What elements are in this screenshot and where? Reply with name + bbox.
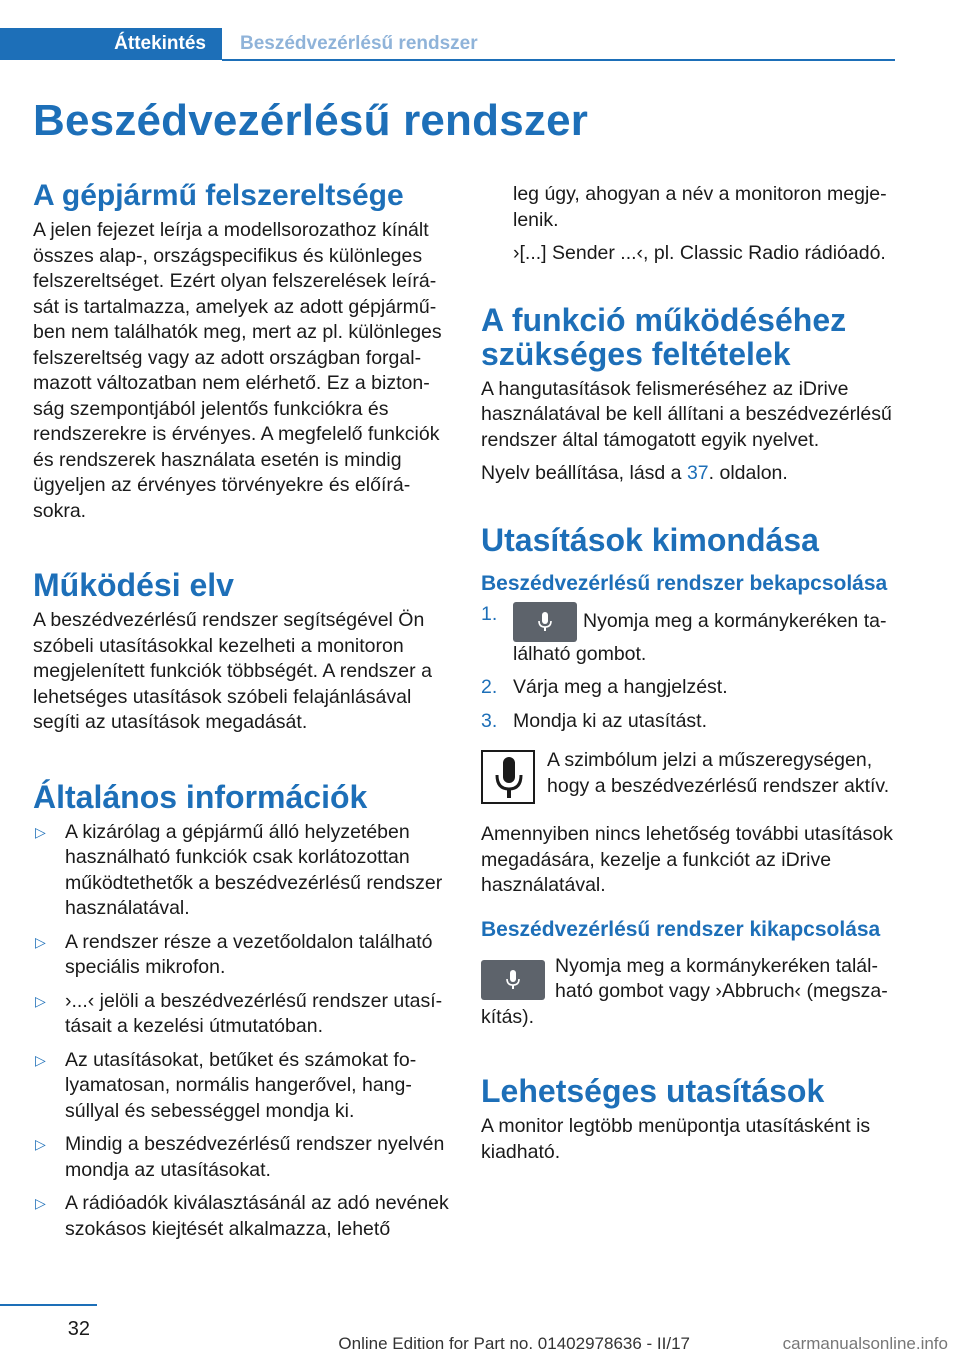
page-link[interactable]: 37 bbox=[686, 462, 709, 484]
header-rule bbox=[222, 59, 895, 61]
microphone-icon bbox=[481, 750, 535, 804]
symbol-row bbox=[481, 748, 899, 804]
equipment-text: A jelen fejezet leírja a modellsorozathoz kínált összes alap-, országspecifikus és különleges felszereltséget. Ezért olyan felszerelések leírását is tartalmazza, amelyek az adott gépjárműben nem találhatók meg, mert az pl. különleges felszereltség vagy az adott országban forgalmazott változatban nem elérhető. Ez a biztonság szempontjából jelentős funkciókra és rendszerekre is érvényes. A megfelelő funkciók és rendszerek használata esetén is mindig ügyeljen az érvényes törvényekre és előírásokra. bbox=[33, 219, 442, 522]
step-item bbox=[481, 602, 899, 668]
triangle-bullet-icon: ▷ bbox=[35, 1051, 46, 1068]
requirements-text: A hangutasítások felismeréséhez az iDrive használatával be kell állítani a beszédvezérlésű rendszer által támogatott egyik nyelvet. bbox=[481, 377, 892, 451]
list-item bbox=[33, 820, 453, 922]
tab-voice-control[interactable]: Beszédvezérlésű rendszer bbox=[240, 33, 478, 54]
switch-off-text: Nyomja meg a kormánykeréken található gombot vagy ›Abbruch‹ (megszakítás). bbox=[481, 954, 888, 1028]
step-text: Várja meg a hangjelzést. bbox=[513, 676, 728, 698]
list-item-text: ›...‹ jelöli a beszédvezérlésű rendszer utasításait a kezelési útmutatóban. bbox=[65, 989, 443, 1037]
header-tabs bbox=[0, 28, 895, 62]
language-ref-text: Nyelv beállítása, lásd a 37. oldalon. bbox=[481, 462, 788, 484]
principle-text: A beszédvezérlésű rendszer segítségével Ön szóbeli utasításokkal kezelheti a monitoron megjelenített funkciók többségét. A rendszer a lehetséges utasítások szóbeli felajánlásával segíti az utasítások megadását. bbox=[33, 609, 432, 733]
page-number: 32 bbox=[67, 1318, 90, 1340]
list-item bbox=[33, 989, 453, 1040]
section-heading-commands: Utasítások kimondása bbox=[481, 521, 819, 558]
list-item bbox=[33, 930, 453, 981]
symbol-text: A szimbólum jelzi a műszeregységen, hogy a beszédvezérlésű rendszer aktív. bbox=[547, 749, 890, 797]
continued-bullet-text: leg úgy, ahogyan a név a monitoron megjelenik. bbox=[513, 183, 887, 231]
left-column bbox=[33, 180, 453, 1250]
triangle-bullet-icon: ▷ bbox=[35, 823, 46, 840]
list-item-text: A rendszer része a vezetőoldalon található speciális mikrofon. bbox=[65, 930, 433, 978]
triangle-bullet-icon: ▷ bbox=[35, 1136, 46, 1152]
section-heading-possible-commands: Lehetséges utasítások bbox=[481, 1073, 825, 1109]
footer-rule bbox=[0, 1304, 97, 1306]
sender-command-text: ›[...] Sender ...‹, pl. Classic Radio rádióadó. bbox=[513, 242, 886, 264]
triangle-bullet-icon: ▷ bbox=[35, 933, 46, 950]
step-item bbox=[481, 709, 899, 735]
subheading-switch-on: Beszédvezérlésű rendszer bekapcsolása bbox=[481, 571, 888, 595]
triangle-bullet-icon: ▷ bbox=[35, 1195, 46, 1211]
voice-button-icon bbox=[513, 602, 577, 642]
fallback-text: Amennyiben nincs lehetőség további utasítások megadására, kezelje a funkciót az iDrive használatával. bbox=[481, 823, 893, 896]
list-item bbox=[33, 1132, 453, 1183]
list-item bbox=[33, 1191, 453, 1242]
voice-button-icon bbox=[481, 960, 545, 1000]
possible-commands-text: A monitor legtöbb menüpontja utasításként is kiadható. bbox=[481, 1115, 871, 1163]
step-text: Nyomja meg a kormánykeréken található gombot. bbox=[513, 609, 887, 665]
step-text: Mondja ki az utasítást. bbox=[513, 709, 708, 732]
step-number: 2. bbox=[481, 676, 498, 698]
section-heading-requirements: A funkció működéséhez szükséges feltételek bbox=[481, 301, 847, 372]
step-number: 1. bbox=[481, 602, 498, 625]
switch-off-row bbox=[481, 954, 899, 1031]
section-heading-general-info: Általános információk bbox=[33, 778, 368, 815]
list-item-text: A kizárólag a gépjármű álló helyzetében használható funkciók csak korlátozottan működtethetők a beszédvezérlésű rendszer használatával. bbox=[65, 820, 443, 919]
list-item-text: A rádióadók kiválasztásánál az adó nevének szokásos kiejtését alkalmazza, lehető bbox=[65, 1192, 449, 1240]
edition-text: Online Edition for Part no. 01402978636 - II/17 bbox=[338, 1334, 690, 1353]
list-item bbox=[33, 1048, 453, 1125]
right-column bbox=[481, 182, 899, 1173]
subheading-switch-off: Beszédvezérlésű rendszer kikapcsolása bbox=[481, 917, 881, 941]
list-item-text: Mindig a beszédvezérlésű rendszer nyelvén mondja az utasításokat. bbox=[65, 1133, 445, 1181]
triangle-bullet-icon: ▷ bbox=[35, 992, 46, 1009]
section-heading-principle: Működési elv bbox=[33, 567, 234, 603]
step-number: 3. bbox=[481, 709, 498, 732]
list-item-text: Az utasításokat, betűket és számokat folyamatosan, normális hangerővel, hangsúllyal és sebességgel mondja ki. bbox=[65, 1048, 417, 1122]
watermark: carmanualsonline.info bbox=[782, 1334, 948, 1353]
step-item bbox=[481, 675, 899, 701]
tab-overview[interactable]: Áttekintés bbox=[0, 28, 222, 60]
section-heading-equipment: A gépjármű felszereltsége bbox=[33, 179, 404, 212]
page-title: Beszédvezérlésű rendszer bbox=[33, 96, 589, 145]
